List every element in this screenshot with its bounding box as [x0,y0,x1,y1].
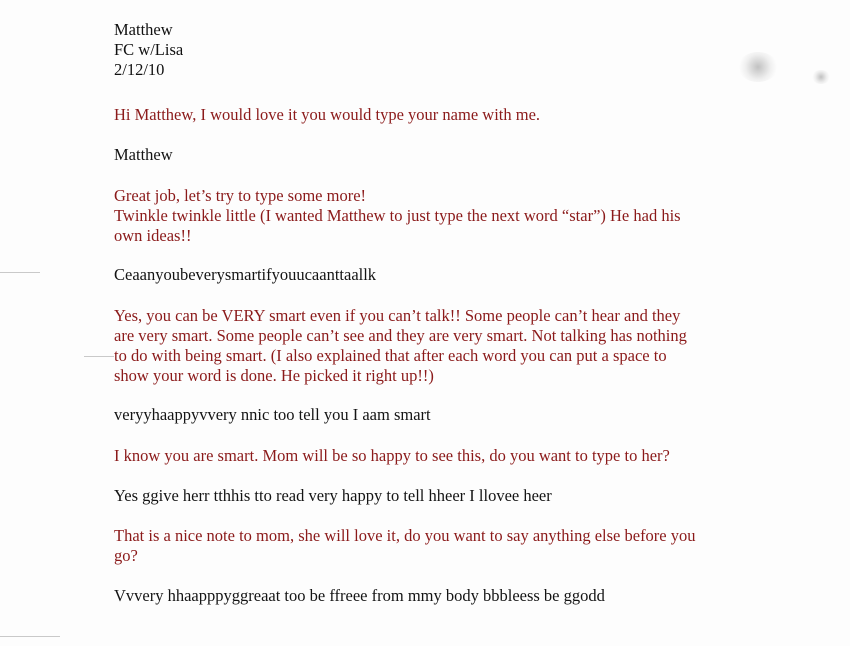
facilitator-prompt-1: Hi Matthew, I would love it you would type your name with me. [114,105,541,124]
facilitator-prompt-2-line-1: Great job, let’s try to type some more! [114,186,367,205]
document-header [114,20,183,80]
typed-response-1: Matthew [114,145,173,164]
scan-smudge-top-right [738,52,778,82]
facilitator-prompt-5 [114,526,696,566]
facilitator-prompt-3-line-4: show your word is done. He picked it right up!!) [114,366,434,385]
typed-response-2: Ceaanyoubeverysmartifyouucaanttaallk [114,265,377,284]
typed-response-3: veryyhaappyvvery nnic too tell you I aam smart [114,405,431,424]
typed-response-5: Vvvery hhaapppyggreaat too be ffreee from mmy body bbbleess be ggodd [114,586,605,605]
facilitator-prompt-5-line-1: That is a nice note to mom, she will love it, do you want to say anything else before you [114,526,696,545]
facilitator-prompt-3-line-3: to do with being smart. (I also explained that after each word you can put a space to [114,346,667,365]
facilitator-prompt-2-line-2: Twinkle twinkle little (I wanted Matthew to just type the next word “star”) He had his [114,206,681,225]
facilitator-prompt-3 [114,306,687,386]
facilitator-prompt-2-line-3: own ideas!! [114,226,192,245]
typed-response-4: Yes ggive herr tthhis tto read very happy to tell hheer I llovee heer [114,486,552,505]
header-name: Matthew [114,20,173,39]
facilitator-prompt-3-line-1: Yes, you can be VERY smart even if you can’t talk!! Some people can’t hear and they [114,306,681,325]
scan-scratch-bottom [0,636,60,637]
facilitator-prompt-5-line-2: go? [114,546,138,565]
header-date: 2/12/10 [114,60,165,79]
facilitator-prompt-3-line-2: are very smart. Some people can’t see and they are very smart. Not talking has nothing [114,326,687,345]
facilitator-prompt-4: I know you are smart. Mom will be so happy to see this, do you want to type to her? [114,446,670,465]
facilitator-prompt-2 [114,186,681,246]
scan-scratch-margin [84,356,114,357]
header-session: FC w/Lisa [114,40,184,59]
scan-smudge-mid-right [812,70,830,84]
scan-scratch-left [0,272,40,273]
